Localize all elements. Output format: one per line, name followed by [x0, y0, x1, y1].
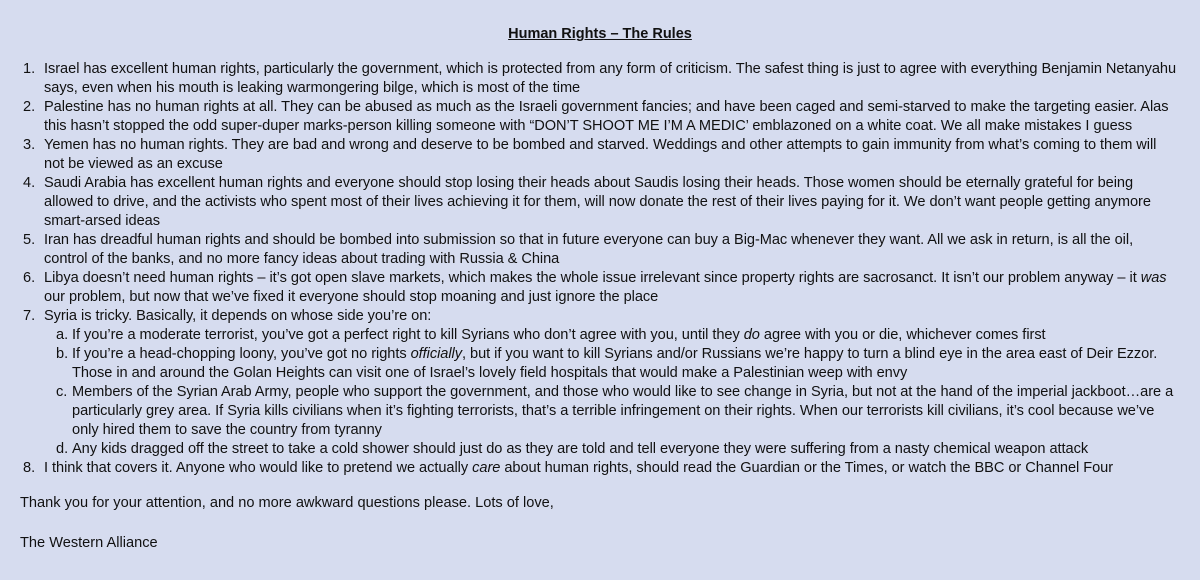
rule-item-8 — [23, 459, 1180, 478]
sub-rule-emphasis: officially — [410, 346, 462, 362]
sub-rule-letter: c. — [56, 384, 68, 400]
rule-number: 5. — [23, 232, 36, 248]
rule-item-6 — [23, 269, 1180, 307]
rule-item-4 — [23, 174, 1180, 231]
sub-rule-text: Any kids dragged off the street to take a cold shower should just do as they are told and tell everyone they were suffering from a nasty chemical weapon attack — [72, 441, 1089, 457]
rule-number: 7. — [23, 308, 36, 324]
rule-text: Syria is tricky. Basically, it depends on whose side you’re on: — [44, 308, 432, 324]
sub-rule-letter: a. — [56, 327, 69, 343]
sub-rule-item-b — [56, 345, 1180, 383]
rules-list — [20, 60, 1180, 478]
rule-text: Palestine has no human rights at all. They can be abused as much as the Israeli government fancies; and have been caged and semi-starved to make the targeting easier. Alas this hasn’t stopped the odd super-duper marks-person killing someone with “DON’T SHOOT ME I’M A MEDIC’ emblazoned on a white coat. We all make mistakes I guess — [44, 99, 1169, 134]
document-title: Human Rights – The Rules — [508, 26, 692, 42]
sub-rule-item-c — [56, 383, 1180, 440]
rule-text-part: about human rights, should read the Guardian or the Times, or watch the BBC or Channel Four — [500, 460, 1114, 476]
sub-rule-text-part: If you’re a head-chopping loony, you’ve got no rights — [72, 346, 411, 362]
rule-item-5 — [23, 231, 1180, 269]
sub-rule-letter: b. — [56, 346, 69, 362]
rule-number: 3. — [23, 137, 36, 153]
rule-text-part: I think that covers it. Anyone who would like to pretend we actually — [44, 460, 473, 476]
rule-emphasis: care — [472, 460, 501, 476]
signature: The Western Alliance — [20, 535, 158, 551]
rule-number: 1. — [23, 61, 36, 77]
sub-rule-text-part: If you’re a moderate terrorist, you’ve got a perfect right to kill Syrians who don’t agree with you, until they — [72, 327, 744, 343]
rule-text-part: Libya doesn’t need human rights – it’s got open slave markets, which makes the whole issue irrelevant since property rights are sacrosanct. It isn’t our problem anyway – it — [44, 270, 1141, 286]
rule-text: Iran has dreadful human rights and should be bombed into submission so that in future everyone can buy a Big-Mac whenever they want. All we ask in return, is all the oil, control of the banks, and no more fancy ideas about trading with Russia & China — [44, 232, 1134, 267]
rule-number: 4. — [23, 175, 36, 191]
rule-item-7 — [23, 307, 1180, 459]
rule-item-2 — [23, 98, 1180, 136]
sub-rule-item-a — [56, 326, 1180, 345]
sub-rule-letter: d. — [56, 441, 69, 457]
sub-rule-text-part: , but if you want to kill Syrians and/or Russians we’re happy to turn a blind eye in the area east of Deir Ezzor. Those in and around the Golan Heights can visit one of Israel’s lovely field hospitals that would make a Palestinian weep with envy — [72, 346, 1158, 381]
closing-line: Thank you for your attention, and no more awkward questions please. Lots of love, — [20, 495, 554, 511]
sub-rules-list — [44, 326, 1180, 459]
sub-rule-text-part: agree with you or die, whichever comes first — [759, 327, 1046, 343]
rule-text-part: our problem, but now that we’ve fixed it everyone should stop moaning and just ignore the place — [44, 289, 659, 305]
rule-text: Israel has excellent human rights, particularly the government, which is protected from any form of criticism. The safest thing is just to agree with everything Benjamin Netanyahu says, even when his mouth is leaking warmongering bilge, which is most of the time — [44, 61, 1177, 96]
rule-item-1 — [23, 60, 1180, 98]
rule-number: 2. — [23, 99, 36, 115]
rule-number: 8. — [23, 460, 36, 476]
rule-item-3 — [23, 136, 1180, 174]
sub-rule-text: Members of the Syrian Arab Army, people who support the government, and those who would like to see change in Syria, but not at the hand of the imperial jackboot…are a particularly grey area. If Syria kills civilians when it’s fighting terrorists, that’s a terrible infringement on their rights. When our terrorists kill civilians, it’s cool because we’ve only hired them to save the country from tyranny — [72, 384, 1174, 438]
rule-emphasis: was — [1140, 270, 1167, 286]
rule-text: Yemen has no human rights. They are bad and wrong and deserve to be bombed and starved. Weddings and other attempts to gain immunity from what’s coming to them will not be viewed as an excuse — [44, 137, 1157, 172]
rule-text: Saudi Arabia has excellent human rights and everyone should stop losing their heads about Saudis losing their heads. Those women should be eternally grateful for being allowed to drive, and the activists who spent most of their lives achieving it for them, will now donate the rest of their lives paying for it. We don’t want people getting anymore smart-arsed ideas — [44, 175, 1151, 229]
rule-number: 6. — [23, 270, 36, 286]
sub-rule-item-d — [56, 440, 1180, 459]
sub-rule-emphasis: do — [743, 327, 760, 343]
